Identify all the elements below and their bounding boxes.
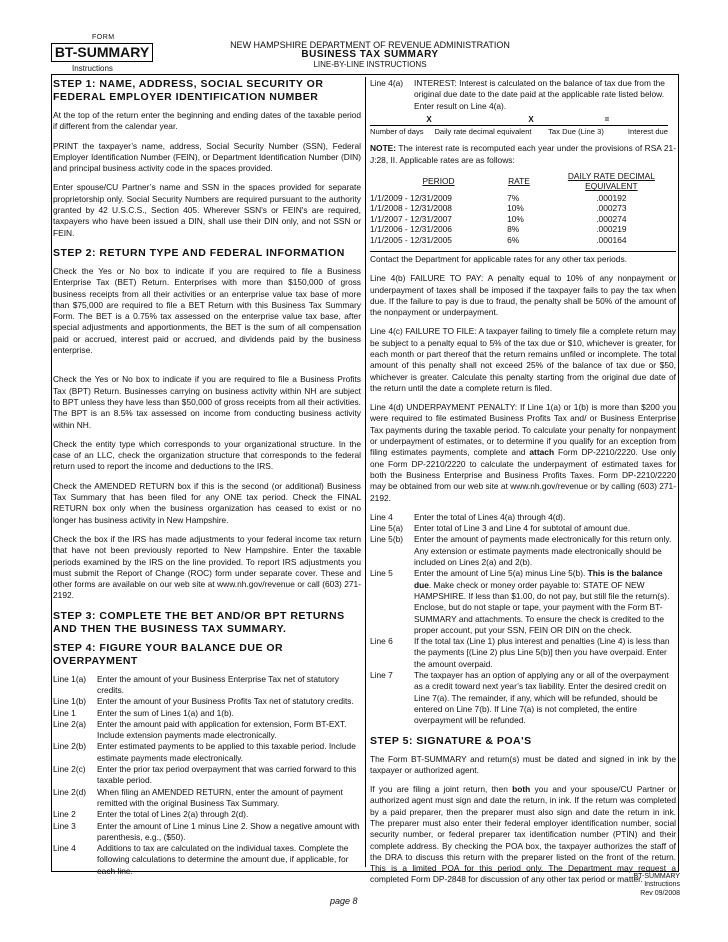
line-desc: Enter the amount of your Business Profits Tax net of statutory credits. bbox=[97, 696, 354, 707]
line-desc: Enter total of Line 3 and Line 4 for subtotal of amount due. bbox=[414, 523, 631, 534]
line-key: Line 5 bbox=[370, 568, 393, 579]
line-key: Line 1 bbox=[53, 707, 76, 718]
table-row bbox=[370, 193, 668, 203]
step2-paragraph: Check the Yes or No box to indicate if you are required to file a Business Profits Tax (BPT) Return. Businesses carrying on business activity within NH are subject to BPT unless they have less than $50,000 of gross receipts from all their activities. The BPT is an 8.5% tax assessed on income from conducting business activity within NH. bbox=[53, 374, 362, 430]
line-desc: Enter the prior tax period overpayment that was carried forward to this taxable period. bbox=[97, 764, 357, 786]
line-key: Line 2(b) bbox=[53, 741, 87, 752]
rate-value: 7% bbox=[507, 192, 520, 203]
step4-title: STEP 4: FIGURE YOUR BALANCE DUE OR OVERPAYMENT bbox=[53, 641, 284, 667]
line-desc: Enter the total of Lines 4(a) through 4(d). bbox=[414, 511, 566, 522]
step2-paragraph: Check the entity type which corresponds to your organizational structure. In the case of an LLC, check the organization structure that corresponds to the federal return used to report the income and deductions to the IRS. bbox=[53, 438, 361, 472]
line-key: Line 2(d) bbox=[53, 786, 87, 797]
step4-lines bbox=[53, 674, 361, 877]
line-key: Line 3 bbox=[53, 820, 76, 831]
step1-paragraph: Enter spouse/CU Partner’s name and SSN in the spaces provided for separate proprietorship only. Social Security Numbers are required pursuant to the authority granted by 42 U.S.C.S., Section 405. Wherever SSN's or FEIN's are required, taxpayers who have been issued a DIN, shall use their DIN only, and not SSN or FEIN. bbox=[53, 182, 361, 238]
line-item bbox=[370, 523, 676, 534]
line-desc: Enter estimated payments to be applied to this taxable period. Include estimate payments made electronically. bbox=[97, 741, 356, 763]
step5-title: STEP 5: SIGNATURE & POA'S bbox=[370, 734, 532, 747]
column-divider bbox=[365, 77, 366, 867]
step1-paragraph: At the top of the return enter the beginning and ending dates of the taxable period if different from the calendar year. bbox=[53, 110, 361, 132]
footer-form-name: BT-SUMMARY bbox=[633, 873, 680, 880]
rate-daily: .000164 bbox=[596, 234, 627, 245]
right-column bbox=[370, 78, 676, 894]
footer-form-id bbox=[600, 873, 680, 898]
line-desc: Enter the amount paid with application for extension, Form BT-EXT. Include extension payments made electronically. bbox=[97, 718, 347, 741]
line-key: Line 6 bbox=[370, 636, 393, 647]
step3-title: STEP 3: COMPLETE THE BET AND/OR BPT RETURNS AND THEN THE BUSINESS TAX SUMMARY. bbox=[53, 609, 345, 635]
line4d-text: or by calling (603) 271-2192. bbox=[370, 481, 677, 503]
line-item bbox=[370, 512, 676, 523]
line-item bbox=[370, 78, 676, 112]
line-key: Line 7 bbox=[370, 670, 393, 681]
line-desc bbox=[414, 568, 676, 636]
rate-daily: .000274 bbox=[596, 213, 627, 224]
column-header: DAILY RATE DECIMAL EQUIVALENT bbox=[567, 171, 655, 192]
footer-revision: Rev 09/2008 bbox=[640, 889, 680, 897]
rate-value: 10% bbox=[507, 213, 524, 224]
form-name-box: BT-SUMMARY bbox=[51, 43, 153, 62]
rate-period: 1/1/2005 - 12/31/2005 bbox=[370, 234, 452, 245]
line-key: Line 5(a) bbox=[370, 523, 404, 534]
line-key: Line 5(b) bbox=[370, 534, 404, 545]
form-label: FORM bbox=[92, 34, 115, 41]
footer-instructions: Instructions bbox=[644, 881, 680, 889]
calc-times: X bbox=[528, 114, 534, 124]
line-key: Line 2(a) bbox=[53, 718, 87, 729]
line-key: Line 4 bbox=[370, 511, 393, 522]
line-desc: INTEREST: Interest is calculated on the balance of tax due from the original due date to the date paid at the applicable rate listed below. Enter result on Line 4(a). bbox=[414, 78, 665, 111]
line-item bbox=[53, 674, 361, 697]
step1-title: STEP 1: NAME, ADDRESS, SOCIAL SECURITY OR FEDERAL EMPLOYER IDENTIFICATION NUMBER bbox=[53, 78, 324, 103]
step2-title: STEP 2: RETURN TYPE AND FEDERAL INFORMATION bbox=[53, 246, 345, 259]
step2-text: Check the box if the IRS has made adjustments to your federal income tax return that have not been previously reported to New Hampshire. Enter the taxable periods examined by the IRS on the line provided. To report IRS adjustments you must submit the Report of Change (ROC) form under separate cover. These and other forms are available on our web site at bbox=[53, 533, 361, 590]
line-desc: Enter the amount of payments made electronically for this return only. Any extension or estimate payments made electronically should be included on Lines 2(a) and 2(b). bbox=[414, 534, 672, 568]
step5-paragraph: The Form BT-SUMMARY and return(s) must be dated and signed in ink by the taxpayer or authorized agent. bbox=[370, 753, 676, 775]
table-row bbox=[370, 224, 668, 234]
rate-value: 10% bbox=[507, 203, 524, 214]
page-subtitle: LINE-BY-LINE INSTRUCTIONS bbox=[313, 60, 427, 69]
line-desc: Enter the sum of Lines 1(a) and 1(b). bbox=[97, 707, 234, 718]
calc-head: Number of days bbox=[370, 127, 424, 137]
line-desc: Enter the total of Lines 2(a) through 2(d). bbox=[97, 809, 249, 820]
note-paragraph bbox=[370, 143, 676, 166]
note-text: The interest rate is recomputed each year under the provisions of RSA 21-J:28, II. Applicable rates are as follows: bbox=[370, 143, 676, 165]
contact-paragraph: Contact the Department for applicable rates for any other tax periods. bbox=[370, 251, 676, 265]
column-header: RATE bbox=[508, 176, 530, 187]
interest-calc-blanks bbox=[370, 114, 676, 125]
rate-value: 8% bbox=[507, 224, 520, 235]
table-row bbox=[370, 203, 668, 213]
line-item bbox=[370, 636, 676, 670]
line4d-paragraph bbox=[370, 402, 676, 504]
line-key: Line 1(b) bbox=[53, 696, 87, 707]
calc-equals: = bbox=[604, 114, 610, 124]
calc-times: X bbox=[426, 114, 432, 124]
rate-period: 1/1/2008 - 12/31/2008 bbox=[370, 203, 452, 214]
step2-paragraph: Check the Yes or No box to indicate if you are required to file a Business Enterprise Tax (BET) Return. Enterprises with more than $150,000 of gross business receipts from all their activities or an enterprise value tax base of more than $75,000 are required to file a BET Return with this Business Tax Summary Form. The BET is a 0.75% tax assessed on the enterprise value tax base, after special adjustments and apportionments, the BET is the sum of all compensation paid or accrued, interest paid or accrued, and dividends paid by the business enterprise. bbox=[53, 265, 361, 356]
instructions-label: Instructions bbox=[72, 64, 113, 73]
both-emphasis: both bbox=[512, 784, 531, 795]
line-item bbox=[53, 787, 361, 810]
attach-emphasis: attach bbox=[529, 447, 555, 458]
line-key: Line 2(c) bbox=[53, 764, 86, 775]
line-item bbox=[53, 809, 361, 820]
line-item bbox=[53, 708, 361, 719]
step2-paragraph bbox=[53, 534, 361, 602]
calc-head: Tax Due (Line 3) bbox=[548, 127, 604, 137]
line4b-paragraph: Line 4(b) FAILURE TO PAY: A penalty equal to 10% of any nonpayment or underpayment of taxes shall be imposed if the taxpayer fails to pay the tax when due. If the failure to pay is due to fraud, the penalty shall be 50% of the amount of the nonpayment or underpayment. bbox=[370, 273, 676, 318]
page-number: page 8 bbox=[330, 896, 358, 906]
interest-calc-heads bbox=[370, 125, 668, 137]
step5-text: you and your spouse/CU Partner or authorized agent must sign and date the return, in ink. If the return was completed by a paid preparer, then the preparer must also sign and date the return in ink. The preparer must also enter their federal employer identification number, social security number, or federal preparer tax identification number (PTIN) and their complete address. By checking the POA box, the taxpayer authorizes the staff of the DRA to discuss this return with the preparer listed on the front of the return. This is a limited POA for this period only. The Department may request a completed Form DP-2848 for discussion of any other tax period or matter. bbox=[370, 784, 676, 885]
step2-text-end: or call (603) 271-2192. bbox=[53, 579, 362, 601]
line-key: Line 4(a) bbox=[370, 78, 404, 88]
department-name: NEW HAMPSHIRE DEPARTMENT OF REVENUE ADMINISTRATION bbox=[230, 40, 510, 50]
line4d-text: Line 4(d) UNDERPAYMENT PENALTY: If Line 1(a) or 1(b) is more than $200 you were required to file estimated Business Profits Tax and/ or Business Enterprise Tax payments during the taxable period. To calculate your penalty for nonpayment or underpayment of estimates, or to determine if you qualify for an exception from filing estimates payments, complete and bbox=[370, 402, 676, 458]
right-lines bbox=[370, 512, 676, 727]
line-item bbox=[370, 670, 676, 726]
calc-head: Interest due bbox=[627, 127, 668, 137]
rate-daily: .000273 bbox=[596, 203, 627, 214]
page-title: BUSINESS TAX SUMMARY bbox=[301, 49, 439, 60]
line-item bbox=[53, 696, 361, 707]
rate-period: 1/1/2006 - 12/31/2006 bbox=[370, 224, 452, 235]
step2-paragraph: Check the AMENDED RETURN box if this is the second (or additional) Business Tax Summary that has been filed for any ONE tax period. Check the FINAL RETURN box only when the business organization has ceased to exist or no longer has business activity in New Hampshire. bbox=[53, 480, 361, 525]
line4d-text: Form DP-2210/2220. Use only one Form DP-2210/2220 to calculate the underpayment of estimated taxes for both the Business Enterprise and Business Profits Taxes. Form DP-2210/2220 may be obtained from our web site at bbox=[370, 447, 676, 492]
line-desc: Enter the amount of Line 1 minus Line 2. Show a negative amount with parenthesis, e.g., ($50). bbox=[97, 820, 360, 842]
line-key: Line 2 bbox=[53, 809, 76, 820]
line4c-paragraph: Line 4(c) FAILURE TO FILE: A taxpayer failing to timely file a complete return may be subject to a penalty equal to 5% of the tax due or $10, whichever is greater, for each month or part thereof that the return remains unfiled or incomplete. The total amount of this penalty shall not exceed 25% of the balance of tax due or $50, whichever is greater. Calculate this penalty starting from the original due date of the return until the date a complete return is filed. bbox=[370, 326, 676, 393]
rate-period: 1/1/2007 - 12/31/2007 bbox=[370, 213, 452, 224]
calc-blank bbox=[370, 114, 422, 125]
rate-table bbox=[370, 170, 668, 245]
rate-daily: .000192 bbox=[596, 192, 627, 203]
line5-text: Enter the amount of Line 5(a) minus Line 5(b). bbox=[414, 568, 588, 579]
note-label: NOTE: bbox=[370, 143, 397, 154]
rate-daily: .000219 bbox=[596, 224, 627, 235]
table-row bbox=[370, 214, 668, 224]
step1-paragraph: PRINT the taxpayer’s name, address, Social Security Number (SSN), Federal Employer Identification Number (FEIN), or Department Identification Number (DIN) and principal business activity code in the spaces provided. bbox=[53, 140, 361, 174]
line-item bbox=[370, 568, 676, 636]
line-key: Line 4 bbox=[53, 843, 76, 854]
calc-blank bbox=[538, 114, 600, 125]
line-item bbox=[53, 821, 361, 844]
line-item bbox=[53, 719, 361, 742]
line-item bbox=[370, 534, 676, 568]
revenue-link[interactable]: www.nh.gov/revenue bbox=[510, 481, 588, 492]
rate-value: 6% bbox=[507, 234, 520, 245]
calc-blank bbox=[436, 114, 524, 125]
line-desc: Enter the amount of your Business Enterprise Tax net of statutory credits. bbox=[97, 673, 339, 695]
column-header: PERIOD bbox=[422, 176, 455, 187]
line-item bbox=[53, 741, 361, 764]
line5-text: . Make check or money order payable to: STATE OF NEW HAMPSHIRE. If less than $1.00, do not pay, but still file the return(s). Enclose, but do not staple or tape, your payment with the Form BT-SUMMARY and attachments. To ensure the check is credited to the proper account, put your SSN, FEIN OR DIN on the check. bbox=[414, 579, 670, 635]
rate-period: 1/1/2009 - 12/31/2009 bbox=[370, 192, 452, 203]
line-desc: Additions to tax are calculated on the individual taxes. Complete the following calculations to determine the amount due, if applicable, for each line. bbox=[97, 843, 349, 876]
step5-paragraph bbox=[370, 784, 676, 886]
calc-head: Daily rate decimal equivalent bbox=[434, 127, 532, 137]
table-row bbox=[370, 235, 668, 245]
line-desc: When filing an AMENDED RETURN, enter the amount of payment remitted with the original Business Tax Summary. bbox=[97, 786, 343, 808]
left-column bbox=[53, 78, 361, 885]
line-item bbox=[53, 843, 361, 877]
line-desc: If the total tax (Line 1) plus interest and penalties (Line 4) is less than the payments [(Line 2) plus Line 5(b)] then you have overpaid. Enter the amount overpaid. bbox=[414, 636, 670, 669]
revenue-link[interactable]: www.nh.gov/revenue bbox=[217, 579, 295, 590]
balance-due-emphasis: This is the balance due bbox=[414, 568, 663, 590]
line-desc: The taxpayer has an option of applying any or all of the overpayment as a credit toward next year’s tax liability. Enter the desired credit on Line 7(a). The remainder, if any, which will be refunded, should be entered on Line 7(b). If Line 7(a) is not completed, the entire overpayment will be refunded. bbox=[414, 670, 669, 726]
line-key: Line 1(a) bbox=[53, 673, 87, 684]
table-header bbox=[370, 170, 668, 193]
line-item bbox=[53, 764, 361, 787]
step5-text: If you are filing a joint return, then bbox=[370, 784, 513, 795]
